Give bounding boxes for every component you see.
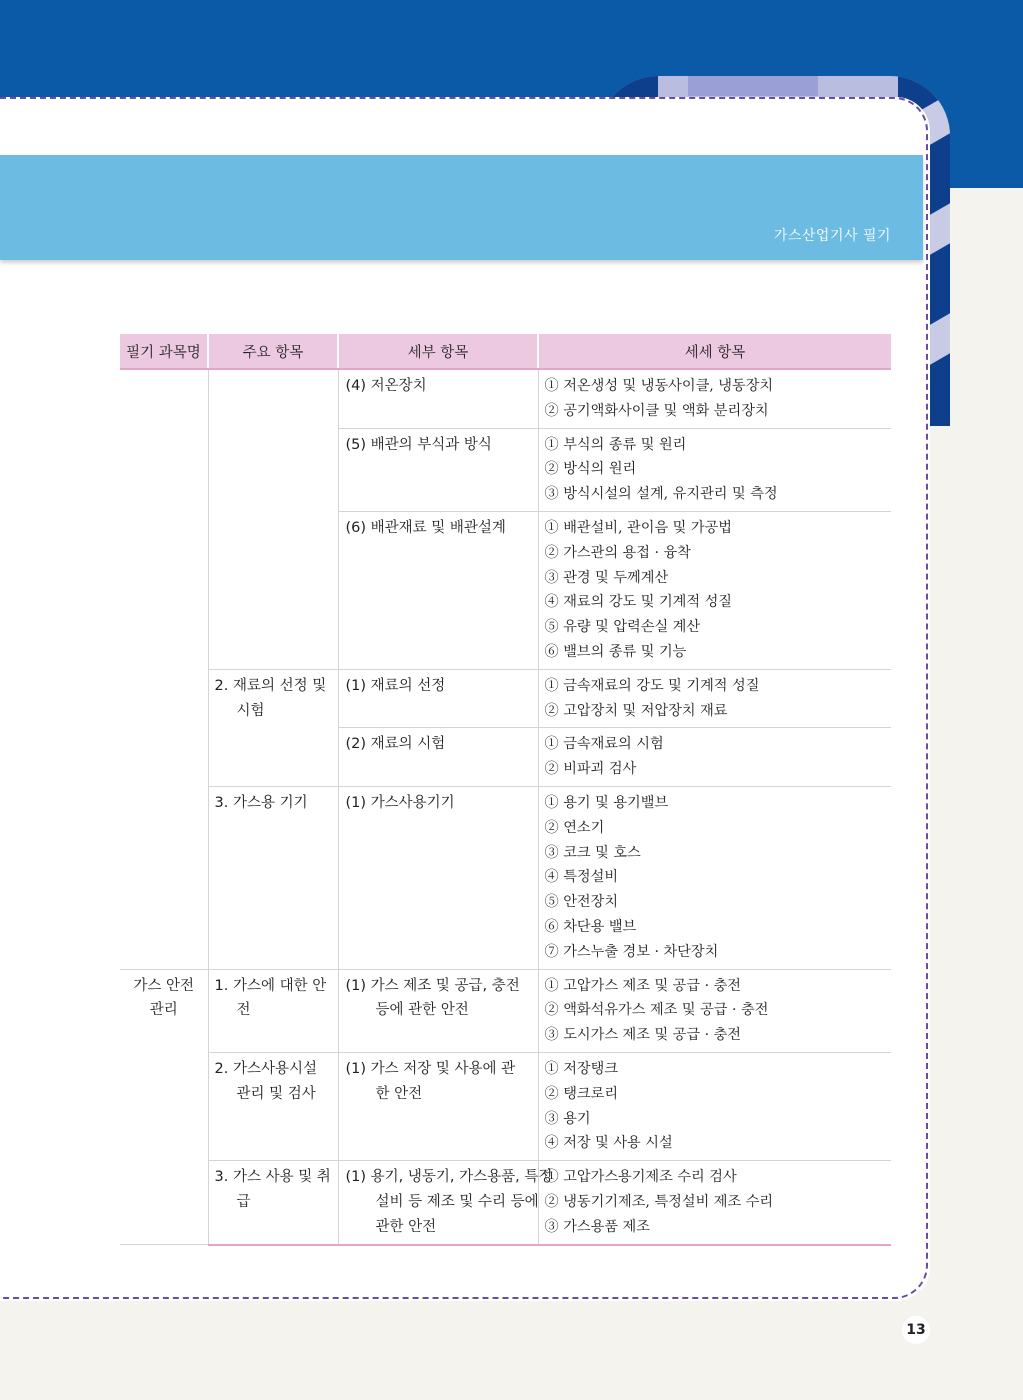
item-text: ① 고압가스 제조 및 공급 · 충전 — [544, 977, 742, 994]
items-cell — [538, 1161, 891, 1245]
detail-text: (1) 가스 저장 및 사용에 관한 안전 — [345, 1060, 516, 1102]
items-cell — [538, 369, 891, 428]
item-text: ② 연소기 — [544, 819, 605, 836]
item-text: ① 배관설비, 관이음 및 가공법 — [544, 519, 732, 536]
detail-cell — [338, 369, 538, 428]
detail-cell — [338, 1052, 538, 1160]
major-cell — [208, 786, 338, 969]
subject-cell — [120, 969, 208, 1244]
item-text: ③ 가스용품 제조 — [544, 1218, 650, 1235]
item-text: ⑥ 밸브의 종류 및 기능 — [544, 643, 687, 660]
detail-text: (6) 배관재료 및 배관설계 — [345, 519, 506, 536]
detail-text: (5) 배관의 부식과 방식 — [345, 436, 492, 453]
item-text: ⑤ 유량 및 압력손실 계산 — [544, 619, 701, 636]
item-text: ① 부식의 종류 및 원리 — [544, 436, 687, 453]
item-text: ② 공기액화사이클 및 액화 분리장치 — [544, 402, 769, 419]
items-cell — [538, 428, 891, 511]
item-text: ⑤ 안전장치 — [544, 894, 619, 911]
column-header-major: 주요 항목 — [208, 334, 338, 369]
table-row — [120, 669, 891, 728]
item-text: ③ 코크 및 호스 — [544, 844, 641, 861]
column-header-items: 세세 항목 — [538, 334, 891, 369]
item-text: ① 금속재료의 강도 및 기계적 성질 — [544, 677, 760, 694]
items-cell — [538, 969, 891, 1052]
detail-cell — [338, 786, 538, 969]
table-row — [120, 1161, 891, 1245]
item-text: ③ 관경 및 두께계산 — [544, 569, 669, 586]
major-cell — [208, 1161, 338, 1245]
items-cell — [538, 728, 891, 787]
detail-cell — [338, 511, 538, 669]
syllabus-table — [120, 334, 891, 1246]
detail-cell — [338, 428, 538, 511]
item-text: ② 비파괴 검사 — [544, 761, 637, 778]
table-row — [120, 1052, 891, 1160]
item-text: ④ 특정설비 — [544, 869, 619, 886]
major-cell — [208, 369, 338, 669]
header-title: 가스산업기사 필기 — [773, 228, 891, 244]
item-text: ⑦ 가스누출 경보 · 차단장치 — [544, 943, 719, 960]
item-text: ② 냉동기기제조, 특정설비 제조 수리 — [544, 1193, 774, 1210]
major-cell — [208, 969, 338, 1052]
detail-cell — [338, 728, 538, 787]
major-text: 2. 가스사용시설 관리 및 검사 — [214, 1060, 317, 1102]
column-header-subject: 필기 과목명 — [120, 334, 208, 369]
items-cell — [538, 786, 891, 969]
detail-text: (1) 재료의 선정 — [345, 677, 446, 694]
detail-text: (4) 저온장치 — [345, 378, 427, 394]
subject-cell — [120, 369, 208, 969]
item-text: ① 저온생성 및 냉동사이클, 냉동장치 — [544, 378, 774, 394]
table-header-row — [120, 334, 891, 369]
major-cell — [208, 669, 338, 786]
item-text: ② 가스관의 용접 · 융착 — [544, 544, 691, 561]
item-text: ② 고압장치 및 저압장치 재료 — [544, 702, 728, 719]
table-row — [120, 786, 891, 969]
major-text: 2. 재료의 선정 및 시험 — [214, 677, 327, 719]
header-band — [0, 155, 923, 260]
table-row — [120, 969, 891, 1052]
subject-text: 가스 안전관리 — [133, 977, 195, 1019]
item-text: ① 저장탱크 — [544, 1060, 619, 1077]
items-cell — [538, 1052, 891, 1160]
item-text: ① 고압가스용기제조 수리 검사 — [544, 1169, 737, 1186]
item-text: ④ 재료의 강도 및 기계적 성질 — [544, 594, 732, 611]
item-text: ⑥ 차단용 밸브 — [544, 918, 637, 935]
items-cell — [538, 669, 891, 728]
item-text: ③ 용기 — [544, 1110, 591, 1127]
column-header-detail: 세부 항목 — [338, 334, 538, 369]
major-text: 3. 가스 사용 및 취급 — [214, 1169, 331, 1210]
item-text: ③ 방식시설의 설계, 유지관리 및 측정 — [544, 486, 778, 503]
major-cell — [208, 1052, 338, 1160]
detail-text: (1) 가스 제조 및 공급, 충전 등에 관한 안전 — [345, 977, 520, 1019]
major-text: 3. 가스용 기기 — [214, 794, 308, 811]
item-text: ① 용기 및 용기밸브 — [544, 794, 669, 811]
detail-text: (1) 가스사용기기 — [345, 794, 455, 811]
items-cell — [538, 511, 891, 669]
page-number: 13 — [902, 1316, 930, 1344]
right-margin — [945, 188, 1023, 1400]
item-text: ② 탱크로리 — [544, 1085, 619, 1102]
detail-text: (1) 용기, 냉동기, 가스용품, 특정설비 등 제조 및 수리 등에 관한 안전 — [345, 1169, 553, 1235]
detail-cell — [338, 1161, 553, 1245]
item-text: ④ 저장 및 사용 시설 — [544, 1135, 673, 1152]
detail-text: (2) 재료의 시험 — [345, 736, 446, 753]
item-text: ② 액화석유가스 제조 및 공급 · 충전 — [544, 1002, 769, 1019]
item-text: ③ 도시가스 제조 및 공급 · 충전 — [544, 1027, 742, 1044]
table-row — [120, 369, 891, 428]
major-text: 1. 가스에 대한 안전 — [214, 977, 327, 1019]
item-text: ② 방식의 원리 — [544, 461, 637, 478]
detail-cell — [338, 969, 538, 1052]
detail-cell — [338, 669, 538, 728]
item-text: ① 금속재료의 시험 — [544, 736, 664, 753]
